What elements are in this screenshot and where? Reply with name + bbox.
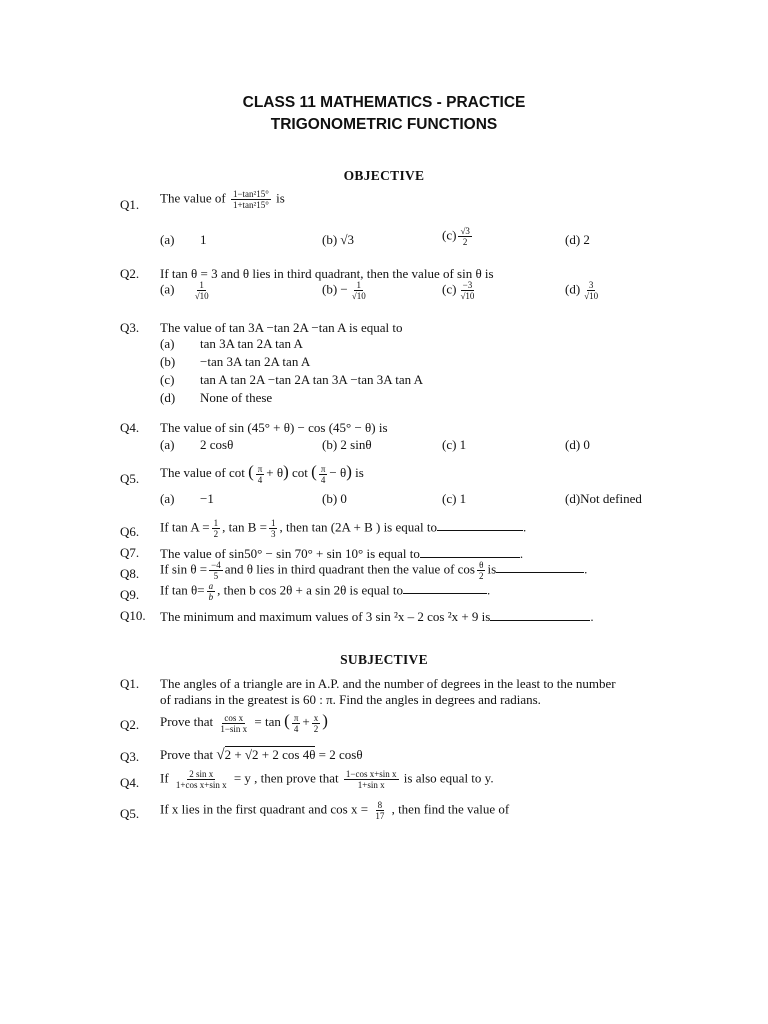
question-text: The value of tan 3A −tan 2A −tan A is equal to [160,320,403,335]
question-text: If tan θ = 3 and θ lies in third quadrant, then the value of sin θ is [160,266,494,281]
option-b: (b) [160,354,176,369]
option-a-value: tan 3A tan 2A tan A [200,336,303,351]
question-number: Q10. [120,608,146,623]
question-number: Q2. [120,266,140,281]
section-heading-subjective: SUBJECTIVE [340,652,428,667]
question-text: Prove that √2 + √2 + 2 cos 4θ = 2 cosθ [160,747,363,763]
option-c: (c) $\frac{√3}{2}$ [442,226,470,247]
option-a: (a) $\frac{1}{√10}$ [160,280,209,301]
option-a: (a) [160,437,175,452]
option-a-value: 1 [200,232,207,247]
option-d: (d) [160,390,176,405]
question-text: If x lies in the first quadrant and cos x = $\frac{8}{17}$ , then find the value of [160,800,510,821]
answer-blank [496,560,584,573]
question-text: The angles of a triangle are in A.P. and the number of degrees in the least to the number [160,676,616,691]
question-number: Q5. [120,806,140,821]
option-b: (b) − $\frac{1}{√10}$ [322,280,366,301]
option-d-value: None of these [200,390,273,405]
question-number: Q6. [120,524,140,539]
question-text: If tan A = $\frac{1}{2}$ , tan B = $\frac{1}{3}$ , then tan (2A + B ) is equal to . [160,518,527,539]
question-text: The value of $\frac{\text{1−tan²15°}}{\text{1+tan²15°}}$ is [160,189,285,210]
option-c: (c) 1 [442,491,467,506]
option-a: (a) [160,336,175,351]
option-c-value: tan A tan 2A −tan 2A tan 3A −tan 3A tan A [200,372,424,387]
question-text: The value of sin50° − sin 70° + sin 10° is equal to . [160,546,524,561]
question-text-continued: of radians in the greatest is 60 : π. Find the angles in degrees and radians. [160,692,541,707]
answer-blank [420,545,520,558]
section-heading-objective: OBJECTIVE [343,168,425,183]
option-b: (b) √3 [322,232,355,247]
page-subtitle: TRIGONOMETRIC FUNCTIONS [270,116,498,133]
question-number: Q3. [120,749,140,764]
question-number: Q7. [120,545,140,560]
option-a-value: −1 [200,491,214,506]
question-number: Q1. [120,197,140,212]
option-d: (d) $\frac{3}{√10}$ [565,280,599,301]
answer-blank [403,581,487,594]
question-text: The minimum and maximum values of 3 sin ²x – 2 cos ²x + 9 is . [160,609,594,624]
answer-blank [490,608,590,621]
option-a: (a) [160,491,175,506]
question-number: Q4. [120,775,140,790]
option-a: (a) [160,232,175,247]
question-text: The value of cot ( $\frac{\pi}{4}$ + θ) cot ( $\frac{\pi}{4}$ − θ) is [160,462,364,485]
question-number: Q1. [120,676,140,691]
page-title: CLASS 11 MATHEMATICS - PRACTICE [242,94,526,111]
option-d: (d)Not defined [565,491,642,506]
question-text: If $\frac{\text{2 sin x}}{\text{1+cos x+sin x}}$ = y , then prove that $\frac{\text{1−cos x+sin x}}{\text{1+sin x}}$ is also equal to y. [160,769,494,790]
question-text: Prove that $\frac{\text{cos x}}{\text{1−sin x}}$ = tan ( $\frac{\pi}{4}$ + $\frac{x}{2}$ ) [160,711,328,734]
question-number: Q8. [120,566,140,581]
question-number: Q4. [120,420,140,435]
option-a-value: 2 cosθ [200,437,234,452]
question-number: Q2. [120,717,140,732]
question-number: Q9. [120,587,140,602]
question-text: If sin θ = $\frac{-4}{5}$ and θ lies in third quadrant then the value of cos $\frac{\theta}{2}$ is . [160,560,588,581]
option-d: (d) 0 [565,437,590,452]
option-c: (c) $\frac{-3}{√10}$ [442,280,475,301]
option-d: (d) 2 [565,232,590,247]
question-number: Q5. [120,471,140,486]
option-b: (b) 2 sinθ [322,437,372,452]
question-text: If tan θ= $\frac{a}{b}$ , then b cos 2θ + a sin 2θ is equal to . [160,581,491,602]
question-text: The value of sin (45° + θ) − cos (45° − θ) is [160,420,388,435]
answer-blank [437,518,523,531]
option-c: (c) [160,372,175,387]
option-b: (b) 0 [322,491,347,506]
option-b-value: −tan 3A tan 2A tan A [200,354,311,369]
question-number: Q3. [120,320,140,335]
option-c: (c) 1 [442,437,467,452]
